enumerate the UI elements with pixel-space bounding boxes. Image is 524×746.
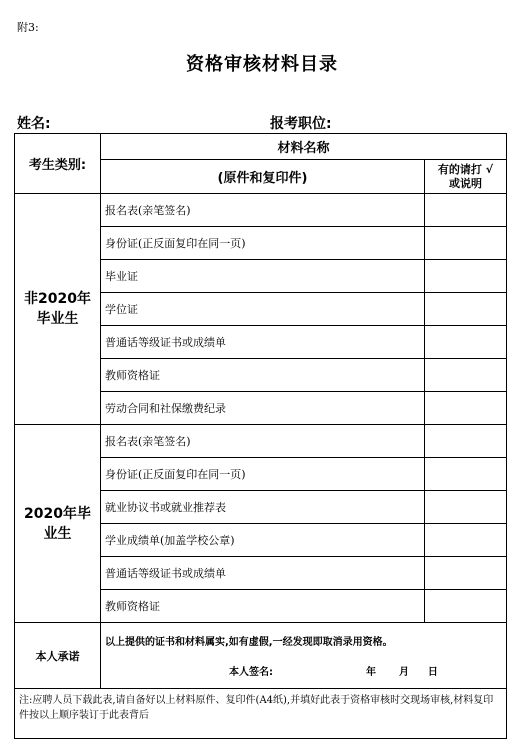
check-cell[interactable] [425,425,507,458]
material-name-header: 材料名称 [101,134,507,160]
check-cell[interactable] [425,491,507,524]
month-label: 月 [398,667,409,678]
check-cell[interactable] [425,326,507,359]
year-label: 年 [365,667,376,678]
check-cell[interactable] [425,458,507,491]
group-label-non-2020: 非2020年毕业生 [15,194,101,425]
material-item: 普通话等级证书或成绩单 [101,326,425,359]
material-item: 普通话等级证书或成绩单 [101,557,425,590]
name-label: 姓名: [17,116,51,132]
check-cell[interactable] [425,293,507,326]
check-cell[interactable] [425,524,507,557]
check-header-line2: 或说明 [449,176,482,190]
check-cell[interactable] [425,359,507,392]
material-item: 报名表(亲笔签名) [101,194,425,227]
material-item: 报名表(亲笔签名) [101,425,425,458]
material-item: 学位证 [101,293,425,326]
group-label-2020: 2020年毕业生 [15,425,101,623]
material-item: 身份证(正反面复印在同一页) [101,458,425,491]
material-item: 毕业证 [101,260,425,293]
page-title: 资格审核材料目录 [186,54,338,75]
material-item: 劳动合同和社保缴费纪录 [101,392,425,425]
check-cell[interactable] [425,392,507,425]
check-cell[interactable] [425,557,507,590]
footnote: 注:应聘人员下载此表,请自备好以上材料原件、复印件(A4纸),并填好此表于资格审核时交现场审核,材料复印件按以上顺序装订于此表背后 [15,689,507,739]
promise-label: 本人承诺 [15,623,101,689]
check-cell[interactable] [425,260,507,293]
position-label: 报考职位: [270,116,332,132]
signature-label: 本人签名: [229,667,273,678]
material-item: 身份证(正反面复印在同一页) [101,227,425,260]
category-label: 考生类别: [15,134,101,194]
original-copy-header: (原件和复印件) [101,160,425,194]
material-item: 教师资格证 [101,359,425,392]
check-header-line1: 有的请打 √ [437,162,494,176]
material-item: 学业成绩单(加盖学校公章) [101,524,425,557]
material-item: 教师资格证 [101,590,425,623]
check-header [425,160,507,194]
material-item: 就业协议书或就业推荐表 [101,491,425,524]
attachment-label: 附3: [17,21,39,34]
signature-line [229,663,438,678]
check-cell[interactable] [425,590,507,623]
check-cell[interactable] [425,194,507,227]
promise-text: 以上提供的证书和材料属实,如有虚假,一经发现即取消录用资格。 [105,637,393,648]
promise-cell [101,623,507,689]
day-label: 日 [427,667,438,678]
check-cell[interactable] [425,227,507,260]
materials-table [14,133,507,739]
